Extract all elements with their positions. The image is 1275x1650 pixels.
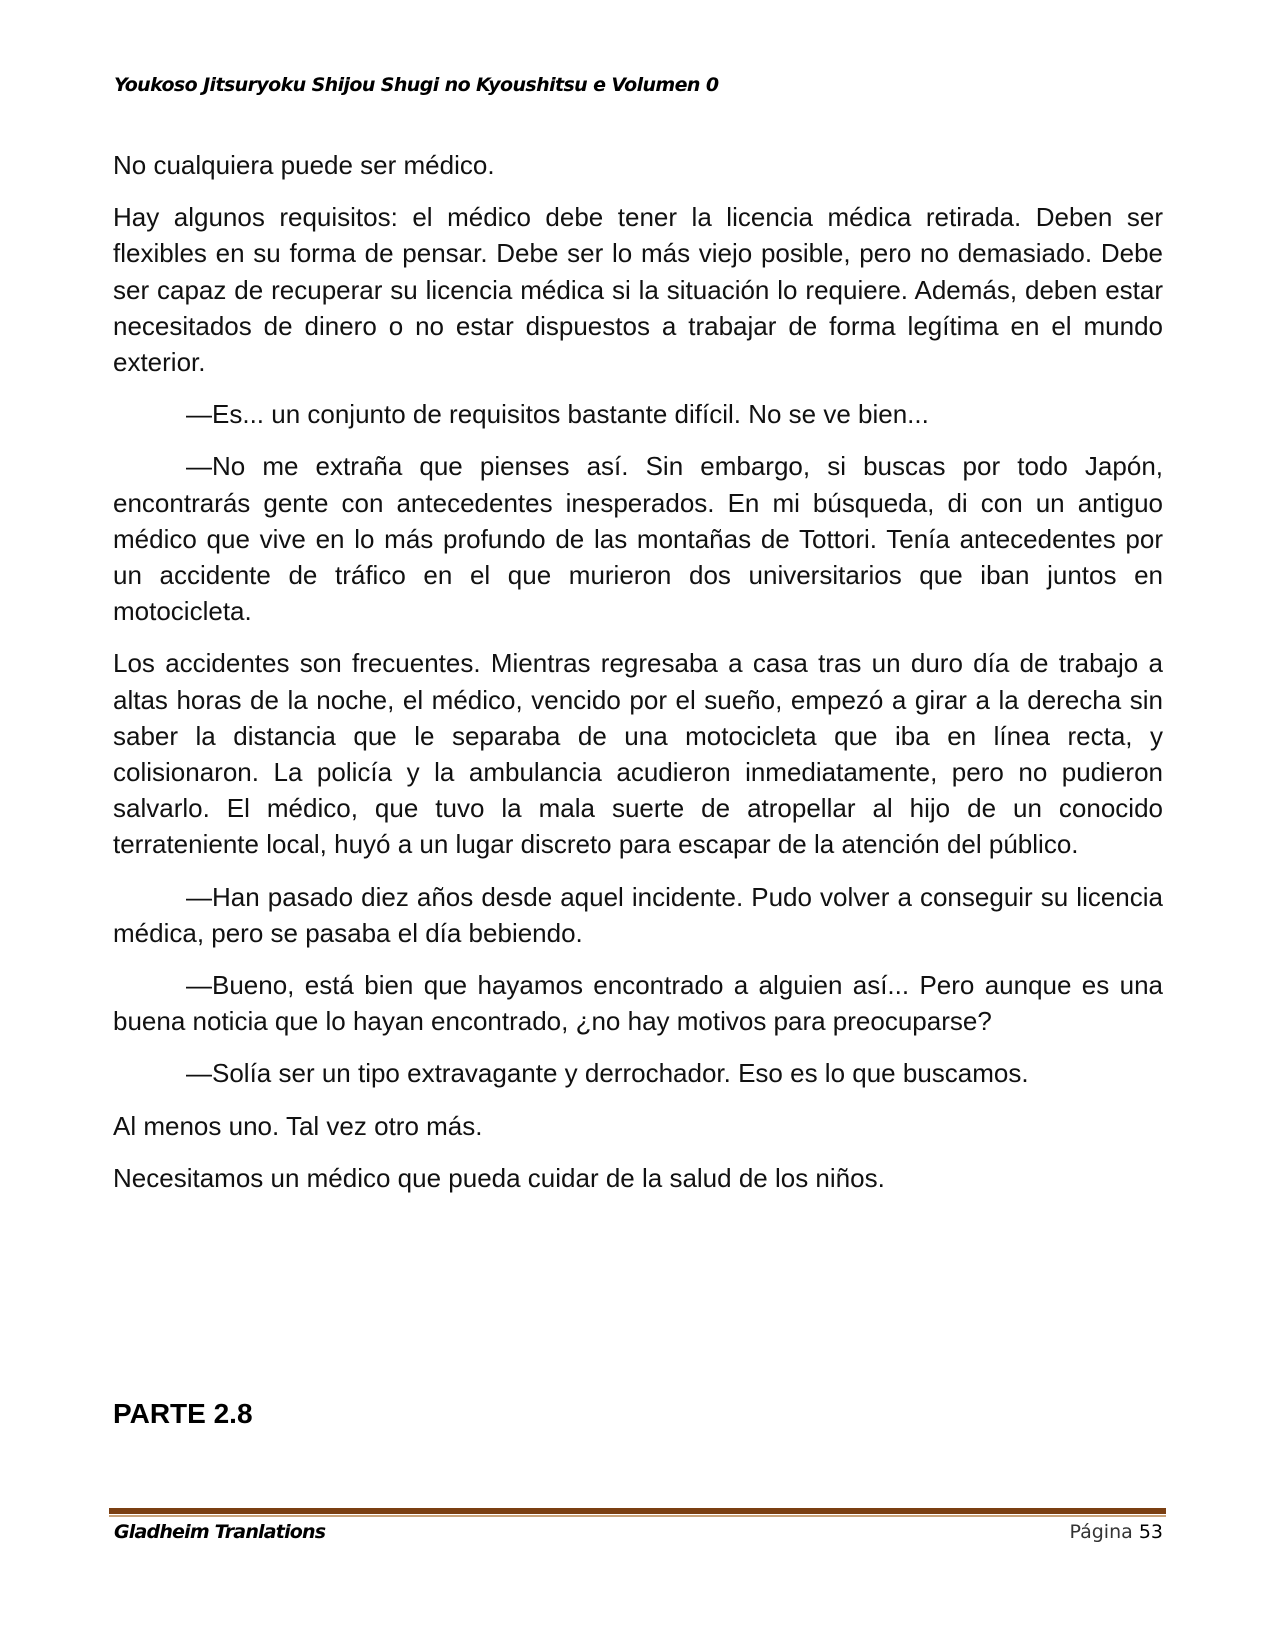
- dialogue-paragraph: —Han pasado diez años desde aquel incidente. Pudo volver a conseguir su licencia médica, pero se pasaba el día bebiendo.: [113, 881, 1163, 948]
- running-header: Youkoso Jitsuryoku Shijou Shugi no Kyoushitsu e Volumen 0: [114, 74, 719, 96]
- paragraph: Necesitamos un médico que pueda cuidar de la salud de los niños.: [113, 1162, 885, 1193]
- paragraph: Al menos uno. Tal vez otro más.: [113, 1110, 483, 1141]
- footer-divider-thick: [109, 1508, 1166, 1514]
- dialogue-paragraph: —Bueno, está bien que hayamos encontrado a alguien así... Pero aunque es una buena noticia que lo hayan encontrado, ¿no hay motivos para preocuparse?: [113, 970, 1163, 1037]
- page-body: [113, 147, 1163, 1212]
- dialogue-paragraph: —Es... un conjunto de requisitos bastante difícil. No se ve bien...: [186, 399, 929, 430]
- section-heading: PARTE 2.8: [113, 1398, 253, 1429]
- page-label: Página: [1069, 1521, 1133, 1543]
- page-number: 53: [1138, 1521, 1163, 1543]
- footer-divider-thin: [109, 1515, 1166, 1517]
- paragraph: No cualquiera puede ser médico.: [113, 150, 495, 180]
- paragraph: Los accidentes son frecuentes. Mientras regresaba a casa tras un duro día de trabajo a altas horas de la noche, el médico, vencido por el sueño, empezó a girar a la derecha sin saber la distancia que le separaba de una motocicleta que iba en línea recta, y colisionaron. La policía y la ambulancia acudieron inmediatamente, pero no pudieron salvarlo. El médico, que tuvo la mala suerte de atropellar al hijo de un conocido terrateniente local, huyó a un lugar discreto para escapar de la atención del público.: [113, 648, 1163, 860]
- page-number-block: [1069, 1521, 1163, 1543]
- paragraph: Hay algunos requisitos: el médico debe tener la licencia médica retirada. Deben ser flexibles en su forma de pensar. Debe ser lo más viejo posible, pero no demasiado. Debe ser capaz de recuperar su licencia médica si la situación lo requiere. Además, deben estar necesitados de dinero o no estar dispuestos a trabajar de forma legítima en el mundo exterior.: [113, 202, 1163, 378]
- footer-credit: Gladheim Tranlations: [114, 1521, 326, 1543]
- footer-divider: [109, 1508, 1166, 1517]
- dialogue-paragraph: —Solía ser un tipo extravagante y derrochador. Eso es lo que buscamos.: [186, 1058, 1029, 1089]
- dialogue-paragraph: —No me extraña que pienses así. Sin embargo, si buscas por todo Japón, encontrarás gente con antecedentes inesperados. En mi búsqueda, di con un antiguo médico que vive en lo más profundo de las montañas de Tottori. Tenía antecedentes por un accidente de tráfico en el que murieron dos universitarios que iban juntos en motocicleta.: [113, 451, 1163, 627]
